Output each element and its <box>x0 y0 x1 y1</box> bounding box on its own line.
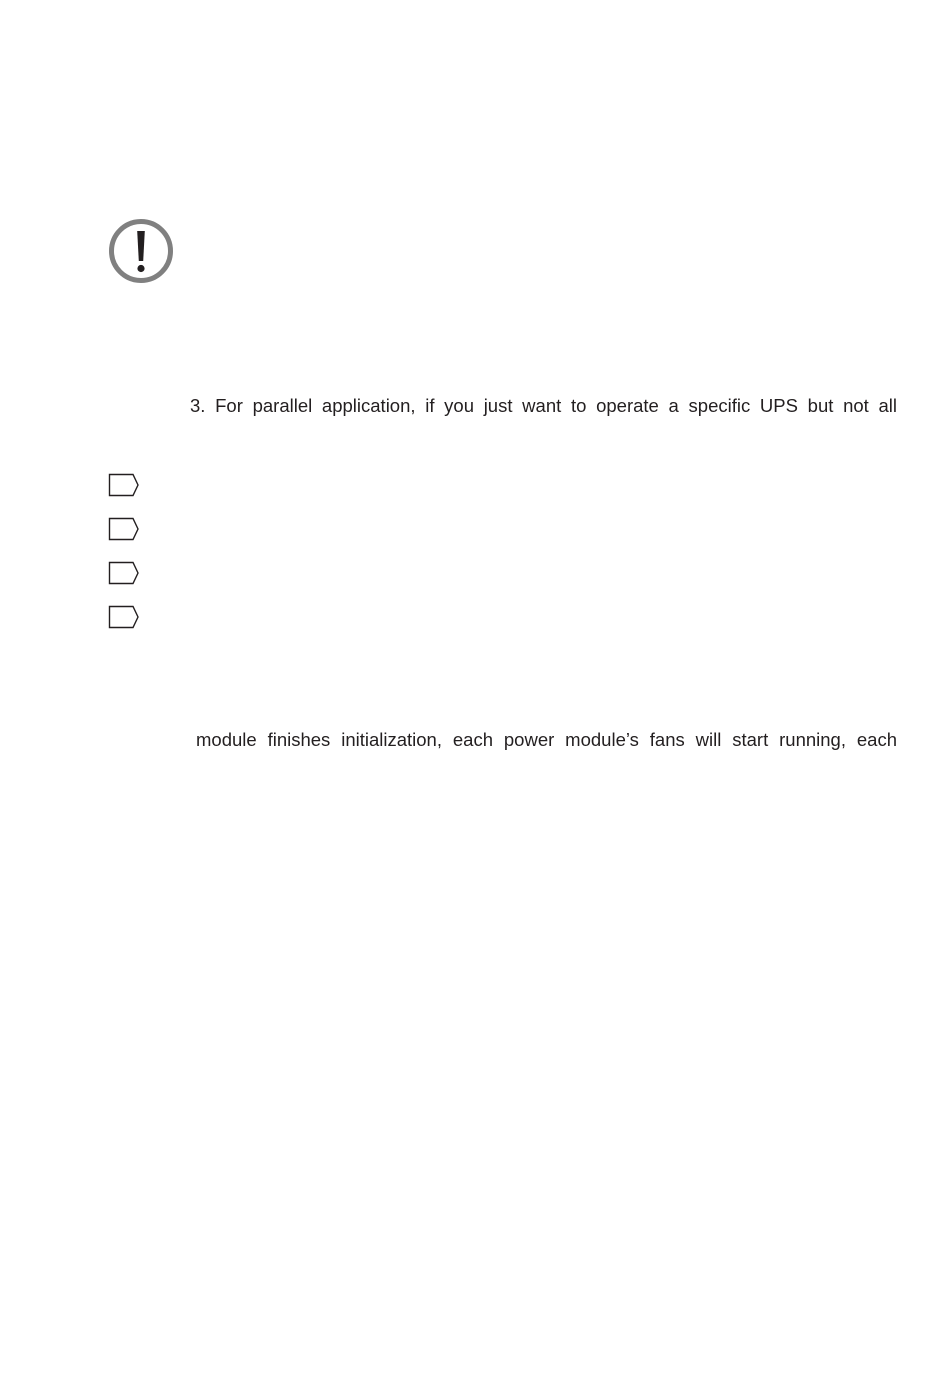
warning-exclamation-icon <box>108 218 174 284</box>
module-initialization-text-line: module finishes initialization, each power module’s fans will start running, each <box>196 729 897 750</box>
tag-label-icon <box>108 561 140 585</box>
tag-label-icon <box>108 605 140 629</box>
item-3-text-line: 3. For parallel application, if you just want to operate a specific UPS but not all <box>190 395 897 416</box>
tag-label-icon <box>108 473 140 497</box>
tag-label-icon <box>108 517 140 541</box>
